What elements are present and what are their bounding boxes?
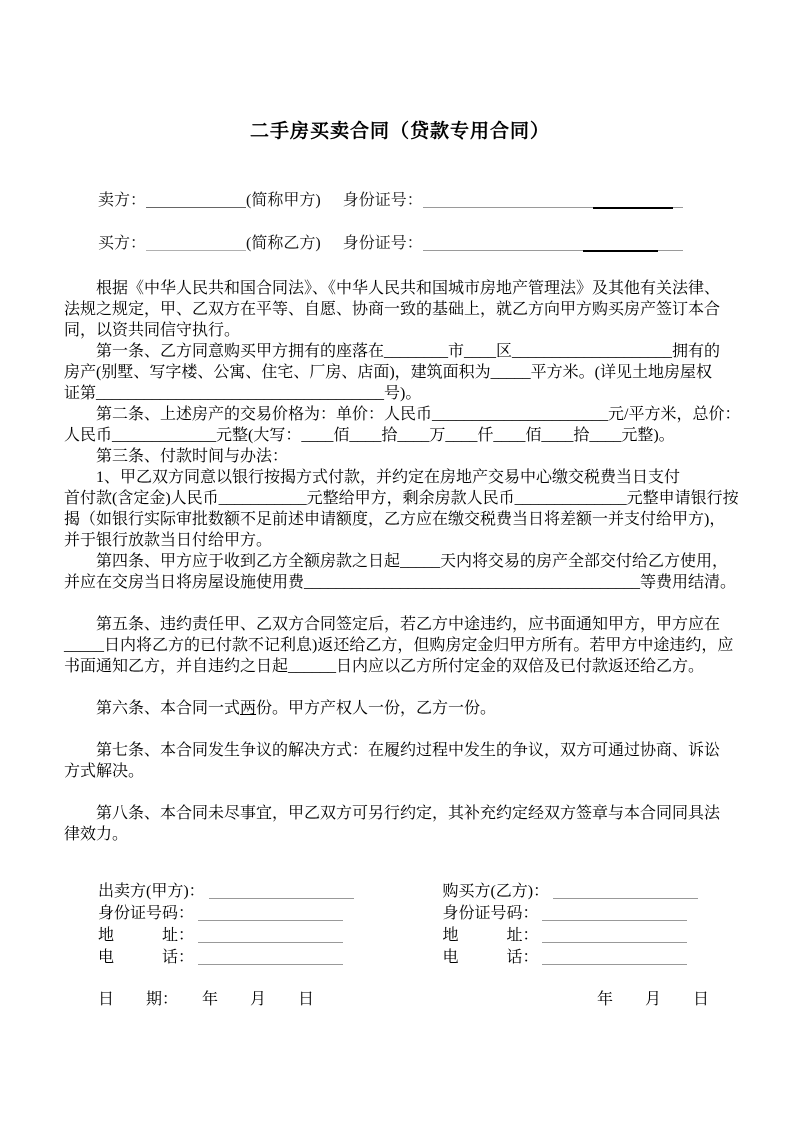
seller-party-row bbox=[98, 190, 736, 211]
clause8-line: 律效力。 bbox=[64, 826, 129, 843]
seller-label: 卖方： bbox=[98, 192, 147, 209]
contract-title: 二手房买卖合同（贷款专用合同） bbox=[249, 121, 550, 142]
buyer-sign-row bbox=[442, 881, 736, 903]
buyer-sign-label: 购买方(乙方)： bbox=[442, 883, 550, 900]
clause4-line: 并应在交房当日将房屋设施使用费__________________________________________等费用结清。 bbox=[64, 574, 737, 591]
date-row bbox=[64, 989, 736, 1011]
buyer-id-label: 身份证号： bbox=[342, 235, 423, 252]
clause6-pre: 第六条、本合同一式 bbox=[64, 700, 241, 717]
clause1-line: 证第____________________________________号)。 bbox=[64, 385, 422, 402]
seller-address-blank bbox=[198, 930, 343, 943]
seller-id-blank bbox=[423, 195, 683, 208]
buyer-idno-label: 身份证号码： bbox=[442, 905, 539, 922]
buyer-address-label: 地 址： bbox=[442, 927, 539, 944]
seller-idno-row bbox=[98, 903, 442, 925]
buyer-sign-blank bbox=[553, 886, 698, 899]
seller-address-row bbox=[98, 925, 442, 947]
clause1-line: 房产(别墅、写字楼、公寓、住宅、厂房、店面)，建筑面积为_____平方米。(详见土地房屋权 bbox=[64, 364, 712, 381]
clause7-line: 方式解决。 bbox=[64, 763, 145, 780]
clause5-line: _____日内将乙方的已付款不记利息)返还给乙方，但购房定金归甲方所有。若甲方中途违约，应 bbox=[64, 637, 734, 654]
intro-line: 同，以资共同信守执行。 bbox=[64, 322, 241, 339]
clause5-line: 书面通知乙方，并自违约之日起______日内应以乙方所付定金的双倍及已付款返还给乙方。 bbox=[64, 658, 705, 675]
seller-idno-label: 身份证号码： bbox=[98, 905, 195, 922]
buyer-idno-blank bbox=[542, 908, 687, 921]
clause6-post: 份。甲方产权人一份，乙方一份。 bbox=[256, 700, 497, 717]
seller-phone-label: 电 话： bbox=[98, 949, 195, 966]
seller-sign-label: 出卖方(甲方)： bbox=[98, 883, 205, 900]
buyer-name-blank bbox=[146, 238, 246, 251]
clause5-line: 第五条、违约责任甲、乙双方合同签定后，若乙方中途违约，应书面通知甲方，甲方应在 bbox=[64, 616, 721, 633]
clause1-line: 第一条、乙方同意购买甲方拥有的座落在________市____区____________________拥有的 bbox=[64, 343, 721, 360]
buyer-phone-row bbox=[442, 947, 736, 969]
date-right: 年 月 日 bbox=[597, 991, 710, 1008]
buyer-address-row bbox=[442, 925, 736, 947]
clause2-line: 人民币_____________元整(大写：____佰____拾____万____仟____佰____拾____元整)。 bbox=[64, 427, 675, 444]
seller-phone-blank bbox=[198, 952, 343, 965]
intro-line: 法规之规定，甲、乙双方在平等、自愿、协商一致的基础上，就乙方向甲方购买房产签订本合 bbox=[64, 301, 721, 318]
seller-signature-block bbox=[98, 881, 442, 969]
seller-alias: (简称甲方) bbox=[246, 192, 321, 209]
underline-segment bbox=[593, 207, 673, 209]
clause3-line: 第三条、付款时间与办法： bbox=[64, 448, 289, 465]
clause4-line: 第四条、甲方应于收到乙方全额房款之日起_____天内将交易的房产全部交付给乙方使用， bbox=[64, 553, 729, 570]
clause3-line: 首付款(含定金)人民币___________元整给甲方，剩余房款人民币______________元整申请银行按 bbox=[64, 490, 739, 507]
buyer-phone-label: 电 话： bbox=[442, 949, 539, 966]
buyer-party-row bbox=[98, 233, 736, 254]
signature-section bbox=[64, 881, 736, 1011]
underline-segment bbox=[583, 250, 658, 252]
clause7-line: 第七条、本合同发生争议的解决方式：在履约过程中发生的争议，双方可通过协商、诉讼 bbox=[64, 742, 721, 759]
buyer-signature-block bbox=[442, 881, 736, 969]
seller-address-label: 地 址： bbox=[98, 927, 195, 944]
buyer-phone-blank bbox=[542, 952, 687, 965]
clause6-underlined-word: 两 bbox=[240, 700, 257, 717]
contract-body bbox=[64, 278, 741, 845]
seller-phone-row bbox=[98, 947, 442, 969]
seller-id-label: 身份证号： bbox=[342, 192, 423, 209]
seller-name-blank bbox=[146, 195, 246, 208]
clause8-line: 第八条、本合同未尽事宜，甲乙双方可另行约定，其补充约定经双方签章与本合同同具法 bbox=[64, 805, 721, 822]
buyer-idno-row bbox=[442, 903, 736, 925]
buyer-alias: (简称乙方) bbox=[246, 235, 321, 252]
clause3-line: 并于银行放款当日付给甲方。 bbox=[64, 532, 273, 549]
seller-sign-blank bbox=[209, 886, 354, 899]
clause3-line: 1、甲乙双方同意以银行按揭方式付款，并约定在房地产交易中心缴交税费当日支付 bbox=[64, 469, 681, 486]
buyer-address-blank bbox=[542, 930, 687, 943]
clause3-line: 揭（如银行实际审批数额不足前述申请额度，乙方应在缴交税费当日将差额一并支付给甲方)， bbox=[64, 511, 726, 528]
buyer-id-blank bbox=[423, 238, 683, 251]
buyer-label: 买方： bbox=[98, 235, 147, 252]
date-left: 日 期： 年 月 日 bbox=[98, 991, 315, 1008]
seller-idno-blank bbox=[198, 908, 343, 921]
seller-sign-row bbox=[98, 881, 442, 903]
clause2-line: 第二条、上述房产的交易价格为：单价：人民币______________________元/平方米，总价： bbox=[64, 406, 741, 423]
intro-line: 根据《中华人民共和国合同法》、《中华人民共和国城市房地产管理法》及其他有关法律、 bbox=[64, 280, 721, 297]
clause6-line bbox=[64, 698, 736, 719]
